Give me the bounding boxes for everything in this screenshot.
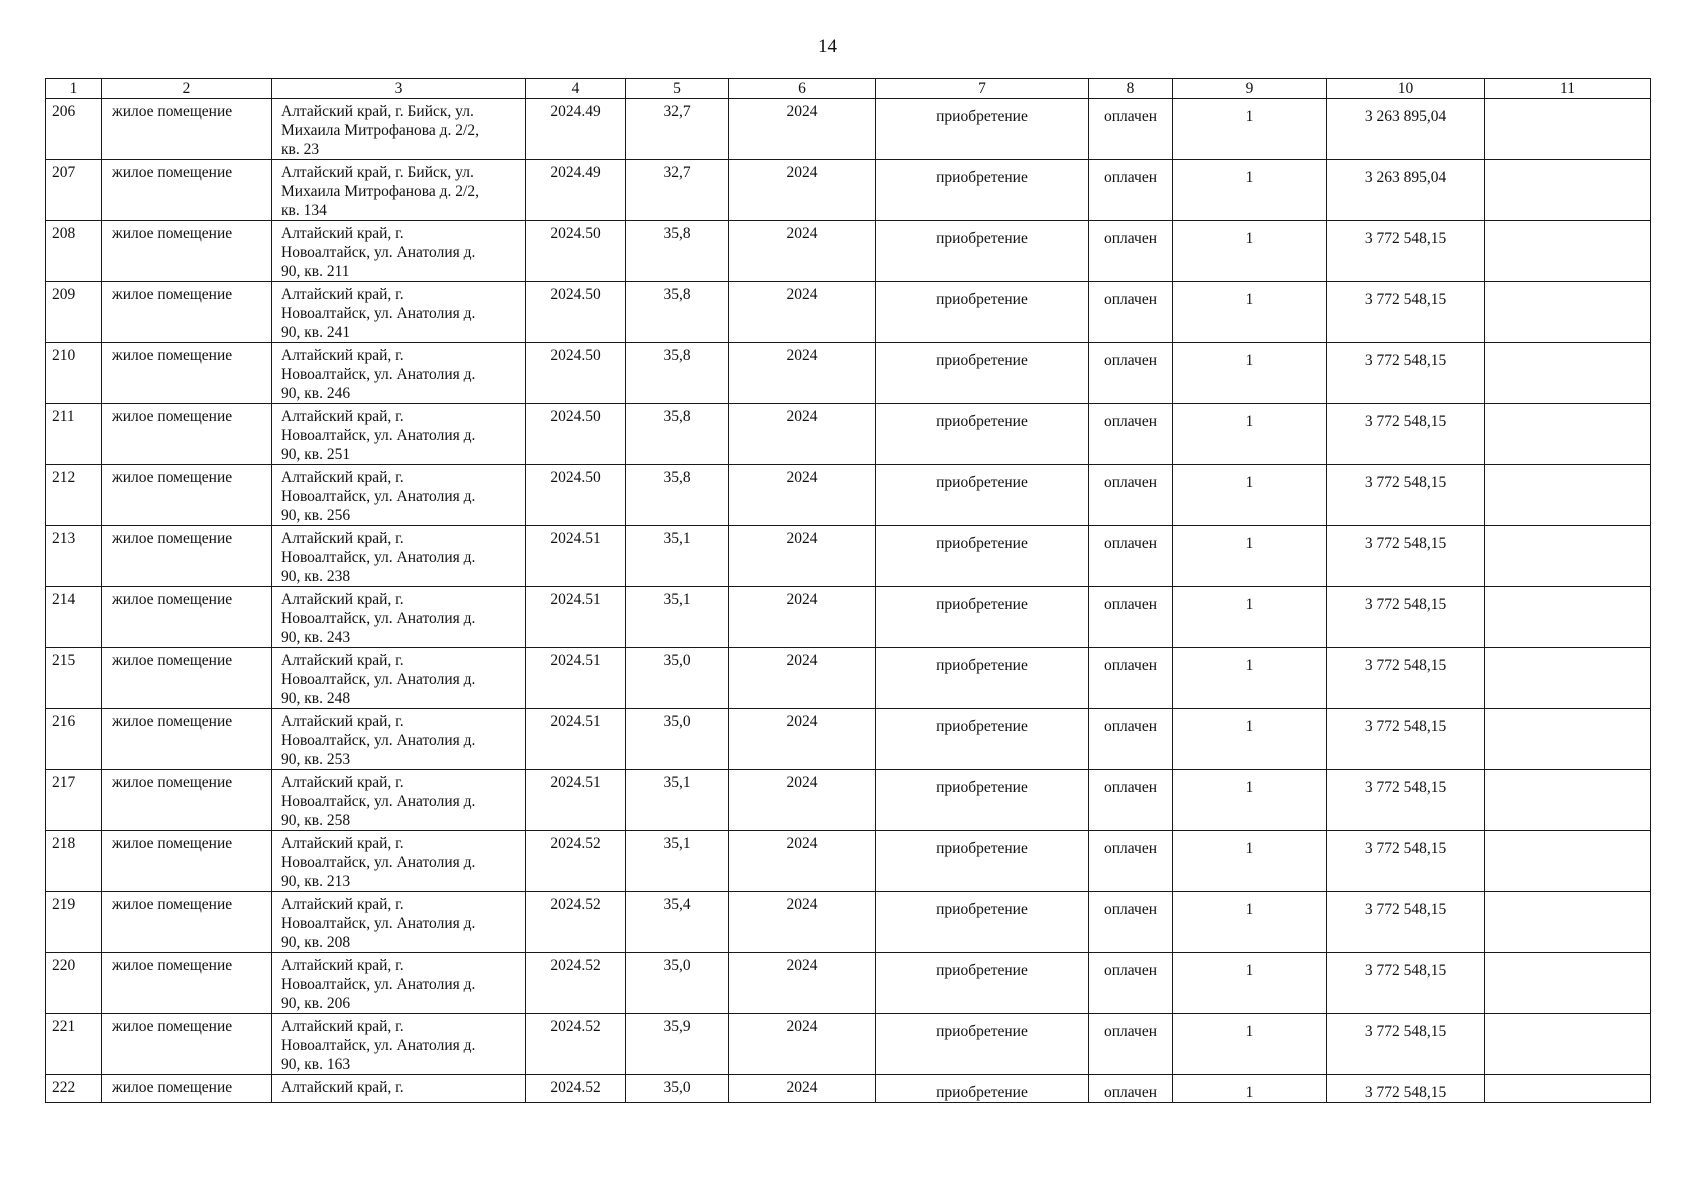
address-line: Алтайский край, г.	[281, 225, 404, 242]
cell-amount: 3 772 548,15	[1327, 953, 1485, 1014]
table-header	[46, 79, 1651, 99]
cell-object-type: жилое помещение	[102, 831, 272, 892]
cell-amount: 3 772 548,15	[1327, 465, 1485, 526]
cell-address	[272, 587, 526, 648]
cell-address	[272, 770, 526, 831]
address-line: 90, кв. 246	[281, 385, 351, 402]
cell-note	[1485, 465, 1651, 526]
cell-quantity: 1	[1173, 831, 1327, 892]
address-line: 90, кв. 208	[281, 934, 351, 951]
cell-year: 2024	[729, 404, 876, 465]
cell-status: оплачен	[1089, 587, 1173, 648]
cell-year: 2024	[729, 1014, 876, 1075]
cell-row-number: 215	[46, 648, 102, 709]
cell-area: 35,9	[626, 1014, 729, 1075]
cell-object-type: жилое помещение	[102, 160, 272, 221]
table-body	[46, 99, 1651, 1103]
address-line: Алтайский край, г.	[281, 591, 404, 608]
cell-amount: 3 772 548,15	[1327, 282, 1485, 343]
cell-year: 2024	[729, 587, 876, 648]
cell-year: 2024	[729, 892, 876, 953]
cell-quantity: 1	[1173, 282, 1327, 343]
table-row	[46, 709, 1651, 770]
cell-code: 2024.52	[526, 953, 626, 1014]
cell-area: 35,1	[626, 587, 729, 648]
cell-code: 2024.51	[526, 648, 626, 709]
column-header: 10	[1327, 79, 1485, 99]
cell-method: приобретение	[876, 648, 1089, 709]
cell-object-type: жилое помещение	[102, 648, 272, 709]
cell-method: приобретение	[876, 709, 1089, 770]
cell-code: 2024.50	[526, 404, 626, 465]
cell-year: 2024	[729, 770, 876, 831]
cell-status: оплачен	[1089, 831, 1173, 892]
cell-area: 35,1	[626, 526, 729, 587]
cell-status: оплачен	[1089, 709, 1173, 770]
cell-quantity: 1	[1173, 953, 1327, 1014]
cell-row-number: 219	[46, 892, 102, 953]
cell-area: 35,0	[626, 648, 729, 709]
cell-year: 2024	[729, 709, 876, 770]
address-line: Алтайский край, г.	[281, 286, 404, 303]
address-line: Алтайский край, г.	[281, 774, 404, 791]
address-line: Алтайский край, г.	[281, 469, 404, 486]
page-number: 14	[818, 36, 837, 57]
cell-year: 2024	[729, 99, 876, 160]
cell-row-number: 213	[46, 526, 102, 587]
cell-amount: 3 772 548,15	[1327, 1014, 1485, 1075]
cell-area: 35,0	[626, 709, 729, 770]
cell-note	[1485, 709, 1651, 770]
cell-status: оплачен	[1089, 892, 1173, 953]
table-row	[46, 953, 1651, 1014]
cell-row-number: 220	[46, 953, 102, 1014]
table-row	[46, 1014, 1651, 1075]
address-line: Новоалтайск, ул. Анатолия д.	[281, 244, 476, 261]
cell-amount: 3 772 548,15	[1327, 221, 1485, 282]
cell-address	[272, 709, 526, 770]
cell-amount: 3 772 548,15	[1327, 404, 1485, 465]
cell-method: приобретение	[876, 892, 1089, 953]
cell-status: оплачен	[1089, 160, 1173, 221]
cell-code: 2024.51	[526, 770, 626, 831]
address-line: 90, кв. 243	[281, 629, 351, 646]
cell-code: 2024.50	[526, 282, 626, 343]
cell-status: оплачен	[1089, 343, 1173, 404]
cell-row-number: 218	[46, 831, 102, 892]
table-row	[46, 99, 1651, 160]
cell-note	[1485, 526, 1651, 587]
address-line: Алтайский край, г. Бийск, ул.	[281, 103, 474, 120]
table-row	[46, 770, 1651, 831]
table-row	[46, 587, 1651, 648]
cell-area: 32,7	[626, 99, 729, 160]
cell-area: 35,4	[626, 892, 729, 953]
cell-code: 2024.52	[526, 892, 626, 953]
table-row	[46, 648, 1651, 709]
cell-code: 2024.51	[526, 587, 626, 648]
cell-quantity: 1	[1173, 1014, 1327, 1075]
address-line: Алтайский край, г.	[281, 1018, 404, 1035]
column-header: 5	[626, 79, 729, 99]
address-line: Алтайский край, г.	[281, 408, 404, 425]
column-header: 3	[272, 79, 526, 99]
cell-status: оплачен	[1089, 221, 1173, 282]
cell-address	[272, 1014, 526, 1075]
cell-row-number: 217	[46, 770, 102, 831]
table-row	[46, 221, 1651, 282]
cell-status: оплачен	[1089, 953, 1173, 1014]
cell-method: приобретение	[876, 770, 1089, 831]
cell-quantity: 1	[1173, 160, 1327, 221]
cell-note	[1485, 770, 1651, 831]
cell-object-type: жилое помещение	[102, 282, 272, 343]
cell-address	[272, 892, 526, 953]
cell-year: 2024	[729, 343, 876, 404]
cell-method: приобретение	[876, 953, 1089, 1014]
table-row	[46, 465, 1651, 526]
address-line: 90, кв. 248	[281, 690, 351, 707]
cell-object-type: жилое помещение	[102, 953, 272, 1014]
cell-object-type: жилое помещение	[102, 770, 272, 831]
cell-year: 2024	[729, 953, 876, 1014]
cell-quantity: 1	[1173, 1075, 1327, 1103]
column-header: 8	[1089, 79, 1173, 99]
address-line: 90, кв. 163	[281, 1056, 351, 1073]
cell-area: 35,8	[626, 465, 729, 526]
address-line: Алтайский край, г.	[281, 1079, 404, 1096]
cell-object-type: жилое помещение	[102, 1014, 272, 1075]
cell-address	[272, 648, 526, 709]
cell-method: приобретение	[876, 465, 1089, 526]
address-line: 90, кв. 241	[281, 324, 351, 341]
cell-status: оплачен	[1089, 1014, 1173, 1075]
cell-row-number: 206	[46, 99, 102, 160]
cell-note	[1485, 648, 1651, 709]
cell-address	[272, 221, 526, 282]
cell-year: 2024	[729, 648, 876, 709]
cell-method: приобретение	[876, 1075, 1089, 1103]
cell-area: 35,8	[626, 282, 729, 343]
address-line: Новоалтайск, ул. Анатолия д.	[281, 793, 476, 810]
cell-method: приобретение	[876, 404, 1089, 465]
address-line: Алтайский край, г.	[281, 957, 404, 974]
cell-code: 2024.52	[526, 831, 626, 892]
address-line: Новоалтайск, ул. Анатолия д.	[281, 427, 476, 444]
cell-note	[1485, 1075, 1651, 1103]
cell-amount: 3 772 548,15	[1327, 343, 1485, 404]
address-line: Новоалтайск, ул. Анатолия д.	[281, 549, 476, 566]
address-line: Михаила Митрофанова д. 2/2,	[281, 183, 479, 200]
cell-address	[272, 282, 526, 343]
address-line: Алтайский край, г.	[281, 347, 404, 364]
address-line: Алтайский край, г.	[281, 530, 404, 547]
address-line: Новоалтайск, ул. Анатолия д.	[281, 305, 476, 322]
address-line: кв. 134	[281, 202, 327, 219]
cell-code: 2024.49	[526, 99, 626, 160]
cell-note	[1485, 343, 1651, 404]
cell-status: оплачен	[1089, 648, 1173, 709]
address-line: Новоалтайск, ул. Анатолия д.	[281, 854, 476, 871]
cell-year: 2024	[729, 282, 876, 343]
cell-row-number: 209	[46, 282, 102, 343]
cell-method: приобретение	[876, 1014, 1089, 1075]
cell-amount: 3 772 548,15	[1327, 709, 1485, 770]
cell-quantity: 1	[1173, 648, 1327, 709]
cell-note	[1485, 160, 1651, 221]
cell-row-number: 214	[46, 587, 102, 648]
cell-area: 35,0	[626, 1075, 729, 1103]
cell-object-type: жилое помещение	[102, 709, 272, 770]
address-line: 90, кв. 206	[281, 995, 351, 1012]
cell-object-type: жилое помещение	[102, 404, 272, 465]
cell-note	[1485, 404, 1651, 465]
cell-quantity: 1	[1173, 221, 1327, 282]
column-header: 2	[102, 79, 272, 99]
cell-code: 2024.50	[526, 343, 626, 404]
address-line: 90, кв. 211	[281, 263, 350, 280]
address-line: Алтайский край, г.	[281, 713, 404, 730]
cell-amount: 3 772 548,15	[1327, 831, 1485, 892]
cell-code: 2024.51	[526, 526, 626, 587]
cell-area: 35,8	[626, 404, 729, 465]
cell-amount: 3 263 895,04	[1327, 160, 1485, 221]
table-row	[46, 404, 1651, 465]
cell-object-type: жилое помещение	[102, 587, 272, 648]
cell-row-number: 210	[46, 343, 102, 404]
cell-status: оплачен	[1089, 404, 1173, 465]
cell-quantity: 1	[1173, 343, 1327, 404]
address-line: 90, кв. 253	[281, 751, 351, 768]
cell-year: 2024	[729, 465, 876, 526]
column-header: 4	[526, 79, 626, 99]
cell-status: оплачен	[1089, 770, 1173, 831]
address-line: 90, кв. 213	[281, 873, 351, 890]
cell-amount: 3 263 895,04	[1327, 99, 1485, 160]
address-line: Алтайский край, г.	[281, 652, 404, 669]
address-line: Новоалтайск, ул. Анатолия д.	[281, 1037, 476, 1054]
cell-row-number: 212	[46, 465, 102, 526]
cell-code: 2024.52	[526, 1014, 626, 1075]
cell-status: оплачен	[1089, 1075, 1173, 1103]
cell-address	[272, 404, 526, 465]
cell-method: приобретение	[876, 526, 1089, 587]
cell-code: 2024.50	[526, 465, 626, 526]
cell-object-type: жилое помещение	[102, 343, 272, 404]
cell-quantity: 1	[1173, 404, 1327, 465]
address-line: Новоалтайск, ул. Анатолия д.	[281, 488, 476, 505]
cell-note	[1485, 221, 1651, 282]
address-line: 90, кв. 251	[281, 446, 351, 463]
cell-object-type: жилое помещение	[102, 99, 272, 160]
address-line: 90, кв. 256	[281, 507, 351, 524]
cell-status: оплачен	[1089, 99, 1173, 160]
table-row	[46, 282, 1651, 343]
cell-address	[272, 160, 526, 221]
cell-address	[272, 465, 526, 526]
cell-status: оплачен	[1089, 526, 1173, 587]
cell-object-type: жилое помещение	[102, 526, 272, 587]
cell-year: 2024	[729, 1075, 876, 1103]
cell-code: 2024.51	[526, 709, 626, 770]
cell-quantity: 1	[1173, 526, 1327, 587]
address-line: Новоалтайск, ул. Анатолия д.	[281, 915, 476, 932]
cell-quantity: 1	[1173, 465, 1327, 526]
cell-method: приобретение	[876, 343, 1089, 404]
cell-area: 35,1	[626, 831, 729, 892]
cell-note	[1485, 99, 1651, 160]
cell-quantity: 1	[1173, 99, 1327, 160]
cell-area: 35,1	[626, 770, 729, 831]
cell-row-number: 211	[46, 404, 102, 465]
cell-status: оплачен	[1089, 282, 1173, 343]
table-row	[46, 343, 1651, 404]
cell-row-number: 216	[46, 709, 102, 770]
address-line: Новоалтайск, ул. Анатолия д.	[281, 366, 476, 383]
cell-note	[1485, 587, 1651, 648]
cell-method: приобретение	[876, 831, 1089, 892]
cell-object-type: жилое помещение	[102, 465, 272, 526]
header-row	[46, 79, 1651, 99]
address-line: кв. 23	[281, 141, 320, 158]
table-row	[46, 1075, 1651, 1103]
address-line: 90, кв. 238	[281, 568, 351, 585]
cell-status: оплачен	[1089, 465, 1173, 526]
column-header: 7	[876, 79, 1089, 99]
cell-method: приобретение	[876, 282, 1089, 343]
cell-note	[1485, 831, 1651, 892]
cell-address	[272, 99, 526, 160]
cell-method: приобретение	[876, 587, 1089, 648]
cell-address	[272, 1075, 526, 1103]
address-line: 90, кв. 258	[281, 812, 351, 829]
cell-quantity: 1	[1173, 892, 1327, 953]
cell-quantity: 1	[1173, 709, 1327, 770]
table-row	[46, 160, 1651, 221]
cell-method: приобретение	[876, 99, 1089, 160]
table-row	[46, 892, 1651, 953]
cell-area: 35,8	[626, 221, 729, 282]
cell-amount: 3 772 548,15	[1327, 770, 1485, 831]
cell-year: 2024	[729, 526, 876, 587]
cell-code: 2024.52	[526, 1075, 626, 1103]
address-line: Новоалтайск, ул. Анатолия д.	[281, 976, 476, 993]
cell-address	[272, 953, 526, 1014]
cell-object-type: жилое помещение	[102, 892, 272, 953]
address-line: Новоалтайск, ул. Анатолия д.	[281, 732, 476, 749]
cell-address	[272, 831, 526, 892]
address-line: Новоалтайск, ул. Анатолия д.	[281, 671, 476, 688]
cell-amount: 3 772 548,15	[1327, 587, 1485, 648]
table-row	[46, 526, 1651, 587]
cell-code: 2024.50	[526, 221, 626, 282]
cell-amount: 3 772 548,15	[1327, 526, 1485, 587]
cell-code: 2024.49	[526, 160, 626, 221]
cell-area: 35,0	[626, 953, 729, 1014]
cell-row-number: 208	[46, 221, 102, 282]
column-header: 1	[46, 79, 102, 99]
cell-year: 2024	[729, 160, 876, 221]
cell-amount: 3 772 548,15	[1327, 648, 1485, 709]
cell-address	[272, 526, 526, 587]
address-line: Михаила Митрофанова д. 2/2,	[281, 122, 479, 139]
column-header: 6	[729, 79, 876, 99]
cell-row-number: 222	[46, 1075, 102, 1103]
cell-amount: 3 772 548,15	[1327, 1075, 1485, 1103]
cell-quantity: 1	[1173, 770, 1327, 831]
cell-method: приобретение	[876, 221, 1089, 282]
address-line: Новоалтайск, ул. Анатолия д.	[281, 610, 476, 627]
address-line: Алтайский край, г.	[281, 896, 404, 913]
column-header: 11	[1485, 79, 1651, 99]
cell-address	[272, 343, 526, 404]
cell-note	[1485, 282, 1651, 343]
cell-area: 32,7	[626, 160, 729, 221]
cell-method: приобретение	[876, 160, 1089, 221]
cell-amount: 3 772 548,15	[1327, 892, 1485, 953]
registry-table	[45, 78, 1651, 1103]
cell-quantity: 1	[1173, 587, 1327, 648]
cell-note	[1485, 1014, 1651, 1075]
cell-year: 2024	[729, 831, 876, 892]
column-header: 9	[1173, 79, 1327, 99]
cell-area: 35,8	[626, 343, 729, 404]
cell-note	[1485, 953, 1651, 1014]
cell-object-type: жилое помещение	[102, 1075, 272, 1103]
cell-note	[1485, 892, 1651, 953]
cell-row-number: 221	[46, 1014, 102, 1075]
table-row	[46, 831, 1651, 892]
address-line: Алтайский край, г. Бийск, ул.	[281, 164, 474, 181]
cell-row-number: 207	[46, 160, 102, 221]
cell-year: 2024	[729, 221, 876, 282]
cell-object-type: жилое помещение	[102, 221, 272, 282]
address-line: Алтайский край, г.	[281, 835, 404, 852]
